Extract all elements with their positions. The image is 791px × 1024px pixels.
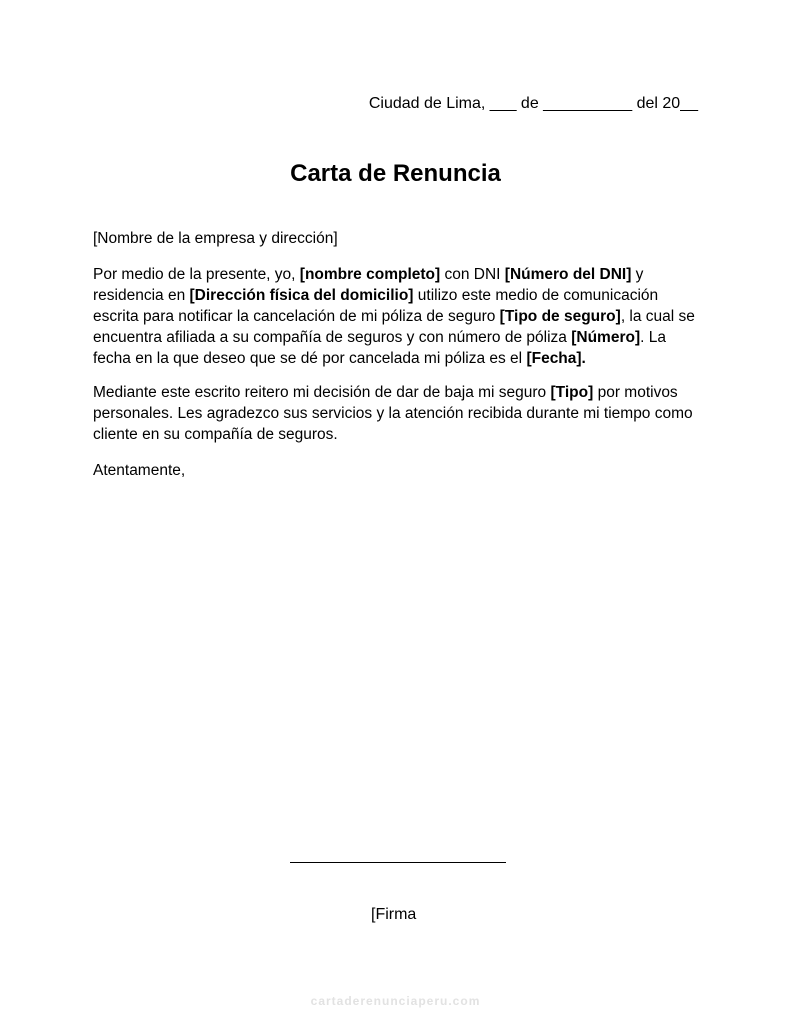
- placeholder-date: [Fecha].: [526, 350, 586, 367]
- p1-text-3: y residencia en: [93, 266, 644, 304]
- closing: Atentamente,: [93, 462, 186, 479]
- p1-text-1: Por medio de la presente, yo,: [93, 266, 300, 283]
- body-paragraph-1: [93, 264, 703, 369]
- body-paragraph-2: [93, 382, 703, 445]
- p2-text-2: por motivos personales. Les agradezco sus servicios y la atención recibida durante mi tiempo como cliente en su compañía de seguros.: [93, 384, 693, 443]
- signature-line: [290, 862, 506, 863]
- p1-text-2: con DNI: [440, 266, 505, 283]
- placeholder-address: [Dirección física del domicilio]: [189, 287, 414, 304]
- signature-label: [Firma: [371, 906, 417, 923]
- p1-text-4: utilizo este medio de comunicación escrita para notificar la cancelación de mi póliza de seguro: [93, 287, 659, 325]
- watermark: cartaderenunciaperu.com: [310, 994, 481, 1008]
- date-line: Ciudad de Lima, ___ de __________ del 20__: [368, 95, 698, 112]
- p1-text-6: . La fecha en la que deseo que se dé por cancelada mi póliza es el: [93, 329, 666, 367]
- document-title: Carta de Renuncia: [290, 160, 501, 187]
- placeholder-insurance-type: [Tipo de seguro]: [499, 308, 621, 325]
- placeholder-policy-number: [Número]: [571, 329, 641, 346]
- placeholder-full-name: [nombre completo]: [299, 266, 441, 283]
- p1-text-5: , la cual se encuentra afiliada a su compañía de seguros y con número de póliza: [93, 308, 695, 346]
- placeholder-type: [Tipo]: [550, 384, 594, 401]
- placeholder-dni-number: [Número del DNI]: [504, 266, 632, 283]
- p2-text-1: Mediante este escrito reitero mi decisión de dar de baja mi seguro: [93, 384, 551, 401]
- addressee: [Nombre de la empresa y dirección]: [93, 230, 338, 247]
